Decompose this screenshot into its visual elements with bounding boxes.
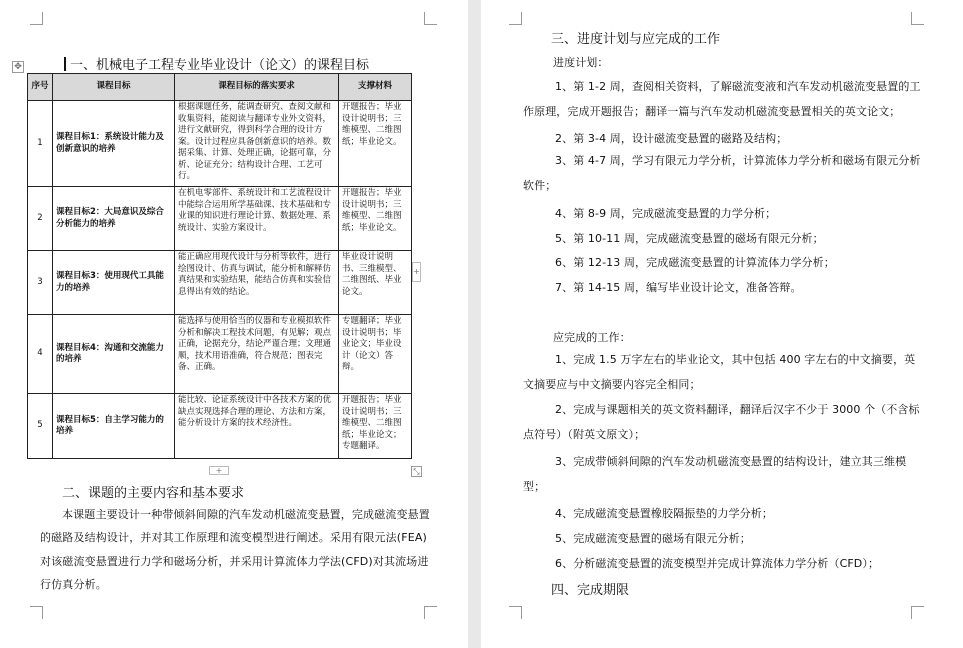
row-no: 5 — [28, 394, 53, 459]
table-row — [28, 101, 412, 187]
section4-heading: 四、完成期限 — [551, 583, 630, 598]
header-no: 序号 — [28, 74, 53, 101]
work-item: 2、完成与课题相关的英文资料翻译，翻译后汉字不少于 3000 个（不含标点符号）（附英文原文）； — [523, 403, 920, 441]
row-requirement: 在机电零部件、系统设计和工艺流程设计中能综合运用所学基础课、技术基础和专业课的知识进行理论计算、数据处理、系统设计、实验方案设计。 — [175, 187, 339, 251]
row-material: 毕业设计说明书、三维模型、二维图纸、毕业论文。 — [339, 251, 412, 315]
table-row — [28, 394, 412, 459]
section1-heading: 一、机械电子工程专业毕业设计（论文）的课程目标 — [64, 54, 369, 73]
table-header-row — [28, 74, 412, 101]
corner-mark — [911, 606, 924, 619]
corner-mark — [911, 12, 924, 25]
table-move-handle-icon[interactable]: ✥ — [12, 61, 24, 73]
schedule-item: 5、第 10-11 周，完成磁流变悬置的磁场有限元分析； — [555, 232, 824, 245]
table-resize-handle-icon[interactable]: ⤡ — [411, 466, 422, 477]
row-material: 开题报告；毕业设计说明书；三维模型、二维图纸；毕业论文。 — [339, 187, 412, 251]
corner-mark — [424, 12, 437, 25]
schedule-item: 4、第 8-9 周，完成磁流变悬置的力学分析； — [555, 207, 777, 220]
row-requirement: 能选择与使用恰当的仪器和专业模拟软件分析和解决工程技术问题，有见解；观点正确，论据充分，结论严谨合理；文理通顺，技术用语准确，符合规范；图表完备、正确。 — [175, 315, 339, 394]
course-goals-table — [27, 73, 412, 459]
row-goal: 课程目标1：系统设计能力及创新意识的培养 — [53, 101, 175, 187]
row-material: 开题报告；毕业设计说明书；三维模型、二维图纸；毕业论文。 — [339, 101, 412, 187]
header-goal: 课程目标 — [53, 74, 175, 101]
section2-heading: 二、课题的主要内容和基本要求 — [62, 486, 245, 501]
section3-heading: 三、进度计划与应完成的工作 — [551, 32, 721, 47]
row-material: 专题翻译；毕业设计说明书；毕业论文；毕业设计（论文）答辩。 — [339, 315, 412, 394]
row-goal: 课程目标4：沟通和交流能力的培养 — [53, 315, 175, 394]
table-row — [28, 187, 412, 251]
schedule-item: 6、第 12-13 周，完成磁流变悬置的计算流体力学分析； — [555, 256, 835, 269]
document-page-left — [0, 0, 468, 648]
row-goal: 课程目标2：大局意识及综合分析能力的培养 — [53, 187, 175, 251]
schedule-item: 1、第 1-2 周，查阅相关资料，了解磁流变液和汽车发动机磁流变悬置的工作原理，完成开题报告；翻译一篇与汽车发动机磁流变悬置相关的英文论文； — [523, 80, 921, 118]
schedule-item: 3、第 4-7 周，学习有限元力学分析，计算流体力学分析和磁场有限元分析软件； — [523, 154, 921, 192]
section2-paragraph: 本课题主要设计一种带倾斜间隙的汽车发动机磁流变悬置，完成磁流变悬置的磁路及结构设计，并对其工作原理和流变模型进行阐述。采用有限元法(FEA)对该磁流变悬置进行力学和磁场分析，并采用计算流体力学法(CFD)对其流场进行仿真分析。 — [40, 508, 430, 591]
row-no: 1 — [28, 101, 53, 187]
row-material: 开题报告；毕业设计说明书；三维模型、二维图纸；毕业论文；专题翻译。 — [339, 394, 412, 459]
row-goal: 课程目标5：自主学习能力的培养 — [53, 394, 175, 459]
text-cursor — [64, 57, 66, 71]
work-item: 6、分析磁流变悬置的流变模型并完成计算流体力学分析（CFD）； — [555, 557, 880, 570]
row-no: 3 — [28, 251, 53, 315]
header-material: 支撑材料 — [339, 74, 412, 101]
schedule-item: 2、第 3-4 周，设计磁流变悬置的磁路及结构； — [555, 132, 788, 145]
corner-mark — [30, 12, 43, 25]
table-row — [28, 315, 412, 394]
schedule-label: 进度计划： — [553, 56, 609, 69]
document-page-right — [481, 0, 963, 648]
table-row — [28, 251, 412, 315]
row-requirement: 根据课题任务，能调查研究、查阅文献和收集资料，能阅读与翻译专业外文资料，进行文献研究，得到科学合理的设计方案。设计过程应具备创新意识的培养。数据采集、计算、处理正确，论据可靠，分析、论证充分；结构设计合理、工艺可行。 — [175, 101, 339, 187]
work-item: 1、完成 1.5 万字左右的毕业论文，其中包括 400 字左右的中文摘要，英文摘要应与中文摘要内容完全相同； — [523, 353, 916, 391]
row-requirement: 能正确应用现代设计与分析等软件，进行绘图设计、仿真与调试，能分析和解释仿真结果和实验结果，能结合仿真和实验信息得出有效的结论。 — [175, 251, 339, 315]
row-goal: 课程目标3：使用现代工具能力的培养 — [53, 251, 175, 315]
header-requirement: 课程目标的落实要求 — [175, 74, 339, 101]
row-requirement: 能比较、论证系统设计中各技术方案的优缺点实现选择合理的理论、方法和方案，能分析设计方案的技术经济性。 — [175, 394, 339, 459]
work-item: 5、完成磁流变悬置的磁场有限元分析； — [555, 532, 751, 545]
section2-body — [40, 503, 430, 596]
corner-mark — [509, 606, 522, 619]
work-item: 4、完成磁流变悬置橡胶隔振垫的力学分析； — [555, 507, 773, 520]
row-no: 4 — [28, 315, 53, 394]
corner-mark — [30, 606, 43, 619]
table-add-column-icon[interactable]: + — [412, 262, 421, 282]
table-add-row-icon[interactable]: + — [209, 466, 229, 475]
work-label: 应完成的工作： — [553, 331, 631, 344]
schedule-item: 7、第 14-15 周，编写毕业设计论文，准备答辩。 — [555, 281, 802, 294]
corner-mark — [509, 12, 522, 25]
row-no: 2 — [28, 187, 53, 251]
work-item: 3、完成带倾斜间隙的汽车发动机磁流变悬置的结构设计，建立其三维模型； — [523, 455, 907, 493]
corner-mark — [424, 606, 437, 619]
